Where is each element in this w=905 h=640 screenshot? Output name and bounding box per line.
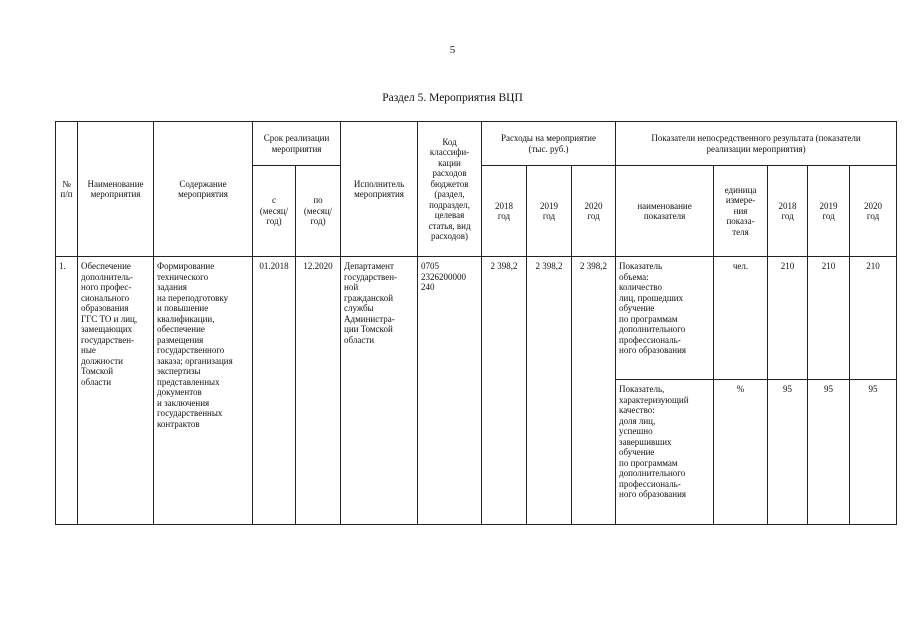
header-num: № п/п [56, 122, 78, 257]
header-period: Срок реализации мероприятия [253, 122, 341, 166]
section-title: Раздел 5. Мероприятия ВЦП [382, 92, 523, 104]
header-ind-name: наименование показателя [616, 166, 714, 257]
header-name: Наименование мероприятия [78, 122, 154, 257]
row-num: 1. [56, 257, 78, 525]
header-executor: Исполнитель мероприятия [341, 122, 418, 257]
row-from: 01.2018 [253, 257, 296, 525]
header-row-1 [56, 122, 897, 166]
header-content: Содержание мероприятия [154, 122, 253, 257]
header-ind-2020: 2020 год [850, 166, 897, 257]
indicator-2018: 95 [768, 380, 808, 525]
row-exp-2020: 2 398,2 [572, 257, 616, 525]
indicator-2019: 95 [808, 380, 850, 525]
table-row [56, 257, 897, 380]
row-exp-2019: 2 398,2 [527, 257, 572, 525]
activities-table [55, 121, 897, 525]
header-exp-2020: 2020 год [572, 166, 616, 257]
header-period-from: с (месяц/ год) [253, 166, 296, 257]
header-code: Код классифи- кации расходов бюджетов (раздел, подраздел, целевая статья, вид расходов) [418, 122, 482, 257]
row-code: 0705 2326200000 240 [418, 257, 482, 525]
page-number: 5 [449, 44, 456, 56]
row-to: 12.2020 [296, 257, 341, 525]
row-executor: Департамент государствен- ной гражданской службы Администра- ции Томской области [341, 257, 418, 525]
header-period-to: по (месяц/ год) [296, 166, 341, 257]
indicator-name: Показатель объема: количество лиц, прошедших обучение по программам дополнительного профессиональ- ного образования [616, 257, 714, 380]
header-ind-2019: 2019 год [808, 166, 850, 257]
indicator-unit: чел. [714, 257, 768, 380]
header-expenses: Расходы на мероприятие (тыс. руб.) [482, 122, 616, 166]
header-exp-2019: 2019 год [527, 166, 572, 257]
header-exp-2018: 2018 год [482, 166, 527, 257]
row-exp-2018: 2 398,2 [482, 257, 527, 525]
indicator-name: Показатель, характеризующий качество: доля лиц, успешно завершивших обучение по программам дополнительного профессиональ- ного образования [616, 380, 714, 525]
header-ind-2018: 2018 год [768, 166, 808, 257]
indicator-unit: % [714, 380, 768, 525]
indicator-2019: 210 [808, 257, 850, 380]
indicator-2020: 95 [850, 380, 897, 525]
header-indicators: Показатели непосредственного результата (показатели реализации мероприятия) [616, 122, 897, 166]
indicator-2018: 210 [768, 257, 808, 380]
row-name: Обеспечение дополнитель- ного профес- сионального образования ГГС ТО и лиц, замещающих государствен- ные должности Томской области [78, 257, 154, 525]
header-ind-unit: единица измере- ния показа- теля [714, 166, 768, 257]
row-content: Формирование технического задания на переподготовку и повышение квалификации, обеспечение размещения государственного заказа; организация экспертизы представленных документов и заключения государственных контрактов [154, 257, 253, 525]
indicator-2020: 210 [850, 257, 897, 380]
